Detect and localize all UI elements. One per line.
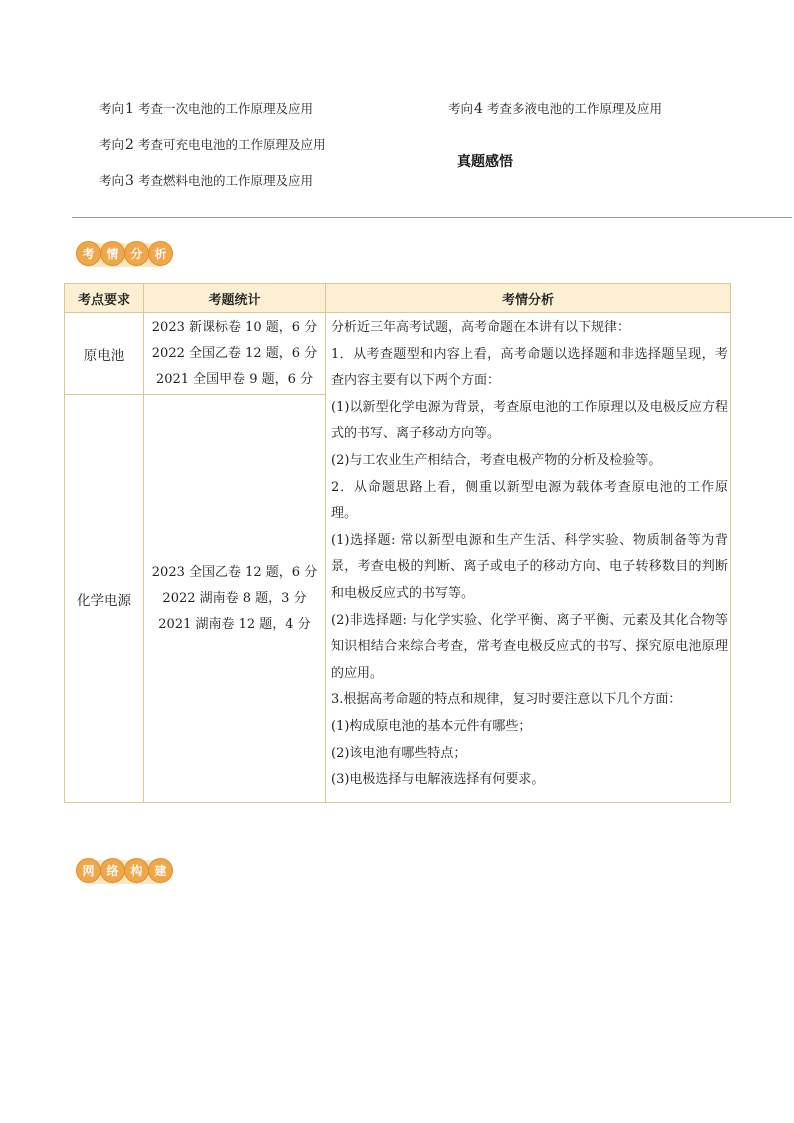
stat-line: 2022 湖南卷 8 题，3 分 (162, 590, 307, 606)
badge-char: 络 (100, 858, 125, 883)
toc-prefix: 考向 (99, 101, 125, 116)
stat-line: 2021 全国甲卷 9 题，6 分 (155, 371, 314, 387)
stats-cell (144, 395, 326, 803)
topic-cell: 化学电源 (65, 395, 144, 803)
stat-line: 2023 新课标卷 10 题，6 分 (151, 319, 318, 335)
analysis-paragraph: 3.根据高考命题的特点和规律，复习时要注意以下几个方面： (331, 692, 682, 708)
topic-cell: 原电池 (65, 313, 144, 395)
badge-char: 分 (124, 241, 149, 266)
toc-text: 考查多液电池的工作原理及应用 (486, 101, 662, 116)
analysis-paragraph: 1．从考查题型和内容上看，高考命题以选择题和非选择题呈现，考查内容主要有以下两个方面： (331, 346, 728, 389)
badge-char: 网 (76, 858, 101, 883)
badge-char: 析 (148, 241, 173, 266)
header-stats: 考题统计 (144, 284, 326, 313)
toc-num: 2 (125, 137, 134, 153)
divider (72, 217, 792, 218)
toc-prefix: 考向 (448, 101, 474, 116)
analysis-paragraph: (1)选择题: 常以新型电源和生产生活、科学实验、物质制备等为背景，考查电极的判断、离子或电子的移动方向、电子转移数目的判断和电极反应式的书写等。 (331, 532, 728, 601)
analysis-paragraph: (2)非选择题: 与化学实验、化学平衡、离子平衡、元素及其化合物等知识相结合来综合考查，常考查电极反应式的书写、探究原电池原理的应用。 (331, 612, 728, 681)
section-badge-network (76, 855, 172, 885)
analysis-paragraph: 分析近三年高考试题，高考命题在本讲有以下规律： (331, 320, 631, 335)
toc-text: 考查燃料电池的工作原理及应用 (137, 173, 313, 188)
toc-num: 4 (474, 101, 483, 117)
table-header-row (65, 284, 731, 313)
toc-num: 3 (125, 173, 134, 189)
badge-char: 情 (100, 241, 125, 266)
analysis-paragraph: (2)该电池有哪些特点； (331, 745, 467, 761)
toc-section-title[interactable]: 真题感悟 (457, 154, 513, 170)
toc-item-3[interactable] (99, 171, 313, 189)
badge-char: 构 (124, 858, 149, 883)
analysis-paragraph: (3)电极选择与电解液选择有何要求。 (331, 772, 545, 788)
toc-text: 考查可充电电池的工作原理及应用 (137, 137, 326, 152)
stat-line: 2021 湖南卷 12 题，4 分 (158, 616, 311, 632)
badge-char: 考 (76, 241, 101, 266)
analysis-paragraph: (1)以新型化学电源为背景，考查原电池的工作原理以及电极反应方程式的书写、离子移动方向等。 (331, 399, 728, 442)
toc-text: 考查一次电池的工作原理及应用 (137, 101, 313, 116)
toc-prefix: 考向 (99, 137, 125, 152)
analysis-paragraph: (1)构成原电池的基本元件有哪些； (331, 718, 532, 734)
header-topic: 考点要求 (65, 284, 144, 313)
badge-char: 建 (148, 858, 173, 883)
table-row (65, 313, 731, 395)
section-badge-exam-analysis (76, 238, 172, 268)
analysis-paragraph: (2)与工农业生产相结合，考查电极产物的分析及检验等。 (331, 452, 662, 468)
stat-line: 2022 全国乙卷 12 题，6 分 (151, 345, 318, 361)
toc-item-4[interactable] (448, 99, 662, 117)
toc-item-2[interactable] (99, 135, 325, 153)
header-analysis: 考情分析 (326, 284, 731, 313)
stats-cell (144, 313, 326, 395)
exam-analysis-table (64, 283, 731, 803)
toc-item-1[interactable] (99, 99, 313, 117)
analysis-paragraph: 2．从命题思路上看，侧重以新型电源为载体考查原电池的工作原理。 (331, 479, 728, 522)
stat-line: 2023 全国乙卷 12 题，6 分 (151, 564, 318, 580)
toc-prefix: 考向 (99, 173, 125, 188)
analysis-cell (326, 313, 731, 803)
toc-num: 1 (125, 101, 134, 117)
